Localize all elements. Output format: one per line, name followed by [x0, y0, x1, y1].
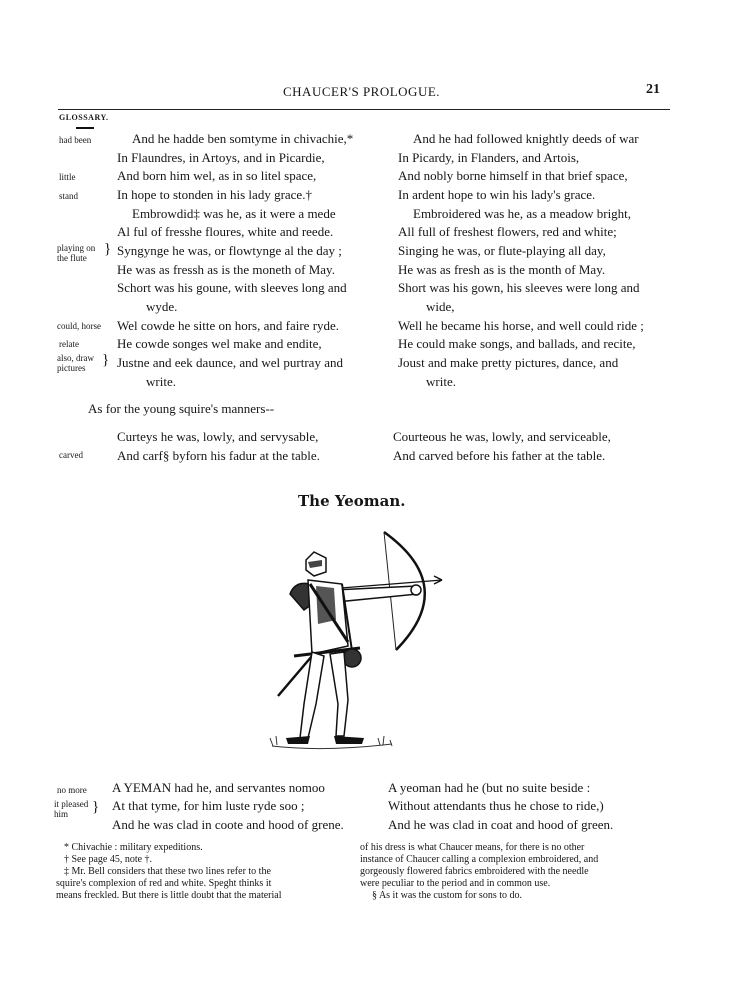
- footnote-line: gorgeously flowered fabrics embroidered with the needle: [360, 866, 589, 877]
- verse-old-line: write.: [146, 374, 176, 389]
- gloss-brace: }: [92, 799, 100, 815]
- gloss-brace: }: [102, 352, 110, 368]
- gloss-carved: carved: [59, 450, 83, 460]
- verse-modern-line: Short was his gown, his sleeves were long and: [398, 280, 640, 295]
- verse-old-line: Syngynge he was, or flowtynge al the day ;: [117, 243, 342, 258]
- footnote-line: instance of Chaucer calling a complexion embroidered, and: [360, 854, 599, 865]
- verse-modern-line: He could make songs, and ballads, and recite,: [398, 336, 636, 351]
- verse-old-line: A YEMAN had he, and servantes nomoo: [112, 780, 325, 795]
- verse-modern-line: Joust and make pretty pictures, dance, and: [398, 355, 619, 370]
- manners-intro: As for the young squire's manners--: [88, 401, 275, 416]
- gloss-pleased-line2: him: [54, 809, 69, 819]
- verse-modern-line: In ardent hope to win his lady's grace.: [398, 187, 596, 202]
- gloss-playing-line2: the flute: [57, 253, 87, 263]
- right-foot: [334, 736, 364, 744]
- verse-modern-line: write.: [426, 374, 456, 389]
- gloss-stand: stand: [59, 191, 78, 201]
- footnote-line: † See page 45, note †.: [64, 854, 153, 865]
- extended-arm: [334, 586, 418, 602]
- left-foot: [286, 736, 310, 744]
- verse-modern-line: Courteous he was, lowly, and serviceable,: [393, 429, 611, 444]
- section-title: The Yeoman.: [298, 492, 406, 510]
- verse-old-line: And he hadde ben somtyme in chivachie,*: [132, 131, 354, 146]
- verse-old-line: Justne and eek daunce, and wel purtray and: [117, 355, 343, 370]
- footnote-line: of his dress is what Chaucer means, for there is no other: [360, 842, 585, 853]
- verse-old-line: Wel cowde he sitte on hors, and faire ryde.: [117, 318, 340, 333]
- verse-old-line: And he was clad in coote and hood of grene.: [112, 817, 344, 832]
- verse-old-line: He was as fressh as is the moneth of May.: [117, 262, 335, 277]
- verse-old-line: And carf§ byforn his fadur at the table.: [117, 448, 320, 463]
- verse-old-line: wyde.: [146, 299, 178, 314]
- verse-modern-line: He was as fresh as is the month of May.: [398, 262, 606, 277]
- gloss-pleased-line1: it pleased: [54, 799, 89, 809]
- gloss-little: little: [59, 172, 76, 182]
- verse-old-line: Schort was his goune, with sleeves long and: [117, 280, 347, 295]
- gloss-playing-line1: playing on: [57, 243, 96, 253]
- running-header: CHAUCER'S PROLOGUE.: [283, 84, 441, 99]
- verse-modern-line: Well he became his horse, and well could ride ;: [398, 318, 644, 333]
- verse-old-line: In hope to stonden in his lady grace.†: [117, 187, 312, 202]
- footnote-line: § As it was the custom for sons to do.: [372, 890, 522, 901]
- verse-modern-line: And carved before his father at the table.: [393, 448, 606, 463]
- footnote-line: ‡ Mr. Bell considers that these two lines refer to the: [64, 866, 271, 877]
- footnote-line: squire's complexion of red and white. Speght thinks it: [56, 878, 272, 889]
- verse-modern-line: In Picardy, in Flanders, and Artois,: [398, 150, 580, 165]
- footnote-line: means freckled. But there is little doubt that the material: [56, 890, 282, 901]
- right-leg: [330, 652, 348, 736]
- gloss-draw-line1: also, draw: [57, 353, 94, 363]
- gloss-brace: }: [104, 241, 112, 257]
- gloss-draw-line2: pictures: [57, 363, 86, 373]
- verse-modern-line: All full of freshest flowers, red and white;: [398, 224, 617, 239]
- verse-modern-line: wide,: [426, 299, 455, 314]
- verse-modern-line: Without attendants thus he chose to ride,): [388, 798, 604, 813]
- footnote-line: were peculiar to the period and in common use.: [360, 878, 551, 889]
- verse-modern-line: Singing he was, or flute-playing all day,: [398, 243, 606, 258]
- yeoman-archer-illustration: [264, 524, 454, 756]
- glossary-heading: GLOSSARY.: [59, 113, 109, 122]
- verse-old-line: At that tyme, for him luste ryde soo ;: [112, 798, 305, 813]
- verse-old-line: In Flaundres, in Artoys, and in Picardie,: [117, 150, 325, 165]
- gloss-had-been: had been: [59, 135, 92, 145]
- hand-icon: [411, 585, 421, 595]
- ground-line: [272, 744, 392, 749]
- verse-modern-line: Embroidered was he, as a meadow bright,: [413, 206, 632, 221]
- verse-old-line: Embrowdid‡ was he, as it were a mede: [132, 206, 336, 221]
- verse-modern-line: And he had followed knightly deeds of war: [413, 131, 639, 146]
- verse-modern-line: And nobly borne himself in that brief space,: [398, 168, 628, 183]
- verse-modern-line: A yeoman had he (but no suite beside :: [388, 780, 591, 795]
- verse-old-line: Curteys he was, lowly, and servysable,: [117, 429, 319, 444]
- verse-old-line: And born him wel, as in so litel space,: [117, 168, 317, 183]
- verse-old-line: He cowde songes wel make and endite,: [117, 336, 322, 351]
- verse-modern-line: And he was clad in coat and hood of green.: [388, 817, 614, 832]
- glossary-underline: [76, 127, 94, 129]
- gloss-no-more: no more: [57, 785, 87, 795]
- gloss-could-horse: could, horse: [57, 321, 101, 331]
- gloss-relate: relate: [59, 339, 79, 349]
- footnote-line: * Chivachie : military expeditions.: [64, 842, 203, 853]
- header-rule: [58, 109, 670, 110]
- page-number: 21: [646, 82, 660, 97]
- verse-old-line: Al ful of fresshe floures, white and reede.: [117, 224, 334, 239]
